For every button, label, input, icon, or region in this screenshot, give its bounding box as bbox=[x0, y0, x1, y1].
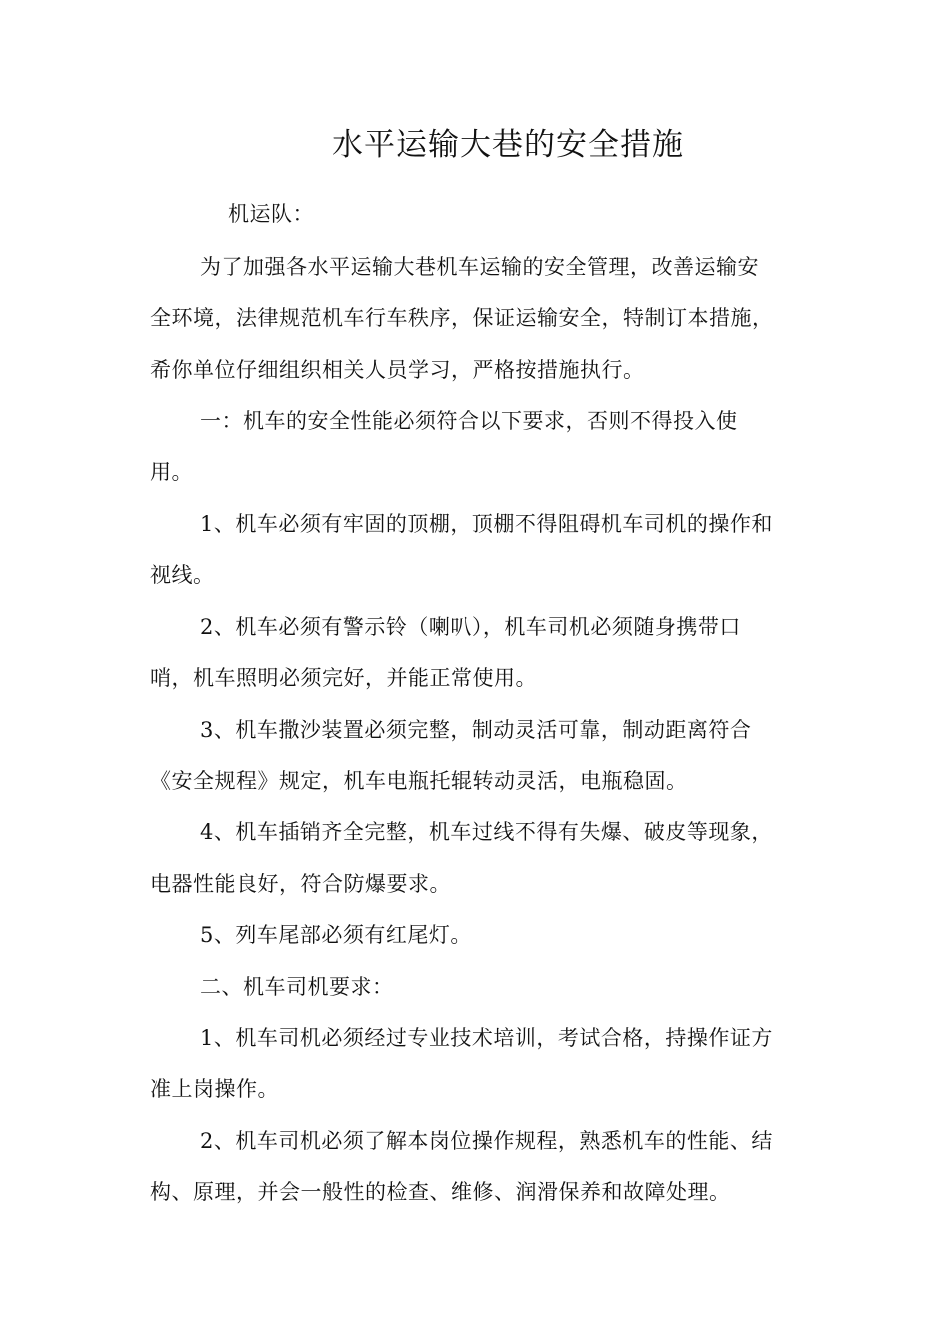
body-line: 构、原理，并会一般性的检查、维修、润滑保养和故障处理。 bbox=[150, 1180, 731, 1204]
list-item-line: 2、机车司机必须了解本岗位操作规程，熟悉机车的性能、结 bbox=[200, 1129, 773, 1153]
section-heading-line: 二、机车司机要求： bbox=[200, 975, 394, 999]
addressee-line: 机运队： bbox=[228, 202, 314, 226]
body-line: 视线。 bbox=[150, 563, 215, 587]
list-item-line: 3、机车撒沙装置必须完整，制动灵活可靠，制动距离符合 bbox=[200, 718, 752, 742]
body-line: 用。 bbox=[150, 460, 193, 484]
list-item-line: 2、机车必须有警示铃（喇叭），机车司机必须随身携带口 bbox=[200, 615, 741, 639]
body-line: 《安全规程》规定，机车电瓶托辊转动灵活，电瓶稳固。 bbox=[150, 769, 688, 793]
list-item-line: 1、机车必须有牢固的顶棚，顶棚不得阻碍机车司机的操作和 bbox=[200, 512, 773, 536]
list-item-line: 4、机车插销齐全完整，机车过线不得有失爆、破皮等现象， bbox=[200, 820, 773, 844]
body-line: 为了加强各水平运输大巷机车运输的安全管理，改善运输安 bbox=[200, 255, 759, 279]
body-line: 电器性能良好，符合防爆要求。 bbox=[150, 872, 451, 896]
body-line: 希你单位仔细组织相关人员学习，严格按措施执行。 bbox=[150, 358, 645, 382]
body-line: 准上岗操作。 bbox=[150, 1077, 279, 1101]
document-title: 水平运输大巷的安全措施 bbox=[332, 127, 684, 163]
body-line: 哨，机车照明必须完好，并能正常使用。 bbox=[150, 666, 537, 690]
body-line: 全环境，法律规范机车行车秩序，保证运输安全，特制订本措施， bbox=[150, 306, 774, 330]
list-item-line: 5、列车尾部必须有红尾灯。 bbox=[200, 923, 472, 947]
section-heading-line: 一：机车的安全性能必须符合以下要求，否则不得投入使 bbox=[200, 409, 738, 433]
list-item-line: 1、机车司机必须经过专业技术培训，考试合格，持操作证方 bbox=[200, 1026, 773, 1050]
